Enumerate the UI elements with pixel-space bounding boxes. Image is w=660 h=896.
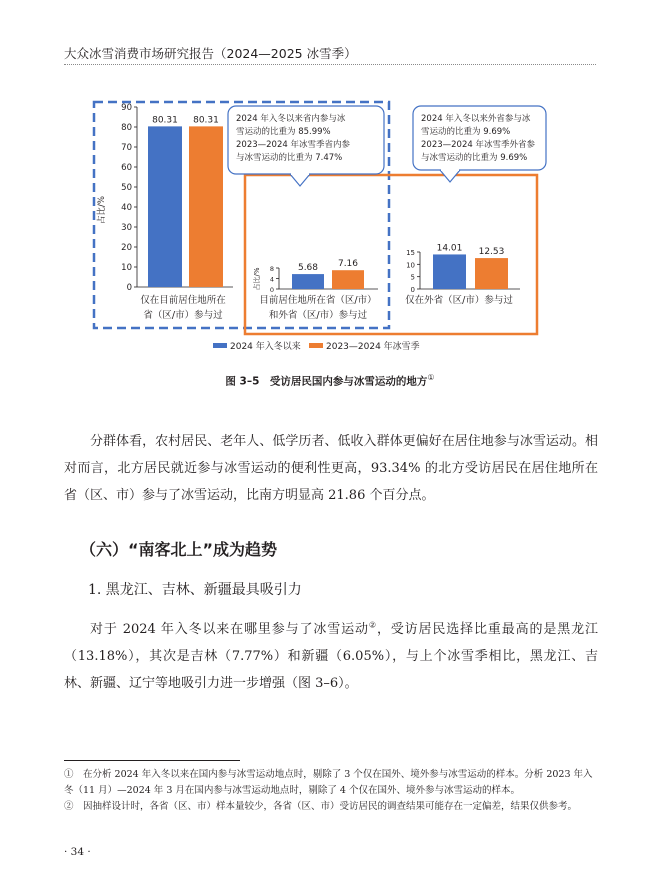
panel-2-category-line-1: 目前居住地所在省（区/市） bbox=[259, 295, 377, 306]
panel-2-y-axis-label: 占比/% bbox=[253, 267, 261, 291]
body-paragraph-1: 分群体看，农村居民、老年人、低学历者、低收入群体更偏好在居住地参与冰雪运动。相对而言，北方居民就近参与冰雪运动的便利性更高，93.34% 的北方受访居民在居住地所在省（区、市）参与了冰雪运动，比南方明显高 21.86 个百分点。 bbox=[64, 434, 598, 503]
panel-3-data-label-2024: 14.01 bbox=[436, 243, 463, 254]
panel-1-category-line-1: 仅在目前居住地所在 bbox=[140, 295, 226, 306]
panel-1-data-label-2024: 80.31 bbox=[152, 115, 178, 126]
panel-1-bars bbox=[148, 115, 223, 287]
panel-2-tick-label: 4 bbox=[269, 275, 274, 284]
callout-abroad-line-4: 与冰雪运动的比重为 9.69% bbox=[421, 153, 528, 163]
page-number: · 34 · bbox=[64, 846, 91, 858]
footnote-2: ② 因抽样设计时，各省（区、市）样本量较少，各省（区、市）受访居民的调查结果可能存在一定偏差，结果仅供参考。 bbox=[64, 801, 578, 812]
panel-1-tick-label: 20 bbox=[121, 243, 132, 253]
callout-abroad-line-2: 雪运动的比重为 9.69% bbox=[421, 127, 511, 137]
legend-swatch-2024 bbox=[213, 343, 227, 348]
section-heading: （六）“南客北上”成为趋势 bbox=[80, 540, 278, 559]
body-paragraph-2-part-a: 对于 2024 年入冬以来在哪里参与了冰雪运动 bbox=[90, 622, 369, 637]
panel-1-tick-label: 60 bbox=[121, 163, 132, 173]
callout-domestic-line-2: 雪运动的比重为 85.99% bbox=[236, 127, 331, 137]
panel-3-data-label-2023-2024: 12.53 bbox=[478, 247, 505, 258]
bar-chart-figure bbox=[0, 0, 660, 370]
panel-1-bar-2023-2024 bbox=[189, 126, 223, 287]
panel-2-bars bbox=[292, 259, 364, 289]
panel-1-tick-label: 90 bbox=[121, 103, 132, 113]
panel-1-tick-label: 10 bbox=[121, 263, 132, 273]
panel-3-bars bbox=[433, 243, 508, 289]
panel-2-bar-2023-2024 bbox=[332, 270, 364, 289]
callout-domestic-line-1: 2024 年入冬以来省内参与冰 bbox=[236, 114, 346, 124]
panel-3-category: 仅在外省（区/市）参与过 bbox=[405, 295, 513, 306]
body-paragraph-2 bbox=[64, 616, 598, 697]
panel-2-data-label-2023-2024: 7.16 bbox=[337, 259, 359, 270]
panel-3-tick-label: 5 bbox=[410, 273, 415, 282]
panel-1-tick-label: 0 bbox=[126, 283, 132, 293]
panel-3-bar-2023-2024 bbox=[475, 258, 508, 289]
callout-abroad-line-3: 2023—2024 年冰雪季外省参 bbox=[421, 140, 535, 150]
panel-3-y-ticks bbox=[406, 249, 420, 294]
legend-swatch-2023-2024 bbox=[309, 343, 323, 348]
figure-caption-footnote-marker: ① bbox=[427, 373, 435, 382]
panel-1-tick-label: 50 bbox=[121, 183, 132, 193]
panel-2-data-label-2024: 5.68 bbox=[297, 263, 319, 274]
figure-caption bbox=[0, 373, 660, 389]
legend-label-2023-2024: 2023—2024 年冰雪季 bbox=[326, 342, 420, 352]
panel-2-tick-label: 8 bbox=[269, 265, 274, 273]
panel-3-tick-label: 15 bbox=[406, 249, 415, 257]
panel-2-category-line-2: 和外省（区/市）参与过 bbox=[268, 310, 368, 321]
panel-1-tick-label: 80 bbox=[121, 123, 132, 133]
running-header: 大众冰雪消费市场研究报告（2024—2025 冰雪季） bbox=[64, 46, 357, 61]
panel-1-bar-2024 bbox=[148, 126, 182, 287]
panel-3-bar-2024 bbox=[433, 254, 466, 289]
legend-label-2024: 2024 年入冬以来 bbox=[230, 342, 301, 352]
panel-1-y-axis-label: 占比/% bbox=[97, 196, 107, 224]
panel-1-tick-label: 70 bbox=[121, 143, 132, 153]
panel-1-category-line-2: 省（区/市）参与过 bbox=[143, 310, 223, 321]
footnote-1: ① 在分析 2024 年入冬以来在国内参与冰雪运动地点时，剔除了 3 个仅在国外、境外参与冰雪运动的样本。分析 2023 年入冬（11 月）—2024 年 3 月在国内参与冰雪运动地点时，剔除了 4 个仅在国外、境外参与冰雪运动的样本。 bbox=[64, 769, 593, 796]
figure-caption-text: 图 3–5 受访居民国内参与冰雪运动的地方 bbox=[225, 375, 428, 388]
subsection-heading: 1. 黑龙江、吉林、新疆最具吸引力 bbox=[88, 582, 302, 598]
panel-1-data-label-2023-2024: 80.31 bbox=[193, 115, 219, 126]
callout-domestic-line-3: 2023—2024 年冰雪季省内参 bbox=[236, 140, 350, 150]
callout-domestic-pointer bbox=[290, 174, 310, 186]
callout-abroad-line-1: 2024 年入冬以来外省参与冰 bbox=[421, 114, 531, 124]
panel-2-y-ticks bbox=[270, 265, 279, 294]
footnote-marker-2: ② bbox=[368, 620, 377, 630]
footnote-divider bbox=[64, 760, 240, 761]
body-paragraph-2-part-b: ，受访居民选择比重最高的是黑龙江（13.18%），其次是吉林（7.77%）和新疆（6.05%），与上个冰雪季相比，黑龙江、吉林、新疆、辽宁等地吸引力进一步增强（图 3–6）。 bbox=[64, 622, 598, 691]
chart-legend bbox=[213, 340, 420, 352]
panel-2-tick-label: 0 bbox=[269, 286, 274, 294]
panel-3-tick-label: 0 bbox=[410, 286, 415, 294]
panel-1-y-ticks bbox=[121, 103, 137, 293]
panel-2-bar-2024 bbox=[292, 274, 324, 289]
callout-domestic-line-4: 与冰雪运动的比重为 7.47% bbox=[236, 153, 343, 163]
panel-1-tick-label: 30 bbox=[121, 223, 132, 233]
panel-3-tick-label: 10 bbox=[406, 261, 415, 270]
panel-1-tick-label: 40 bbox=[121, 203, 132, 213]
